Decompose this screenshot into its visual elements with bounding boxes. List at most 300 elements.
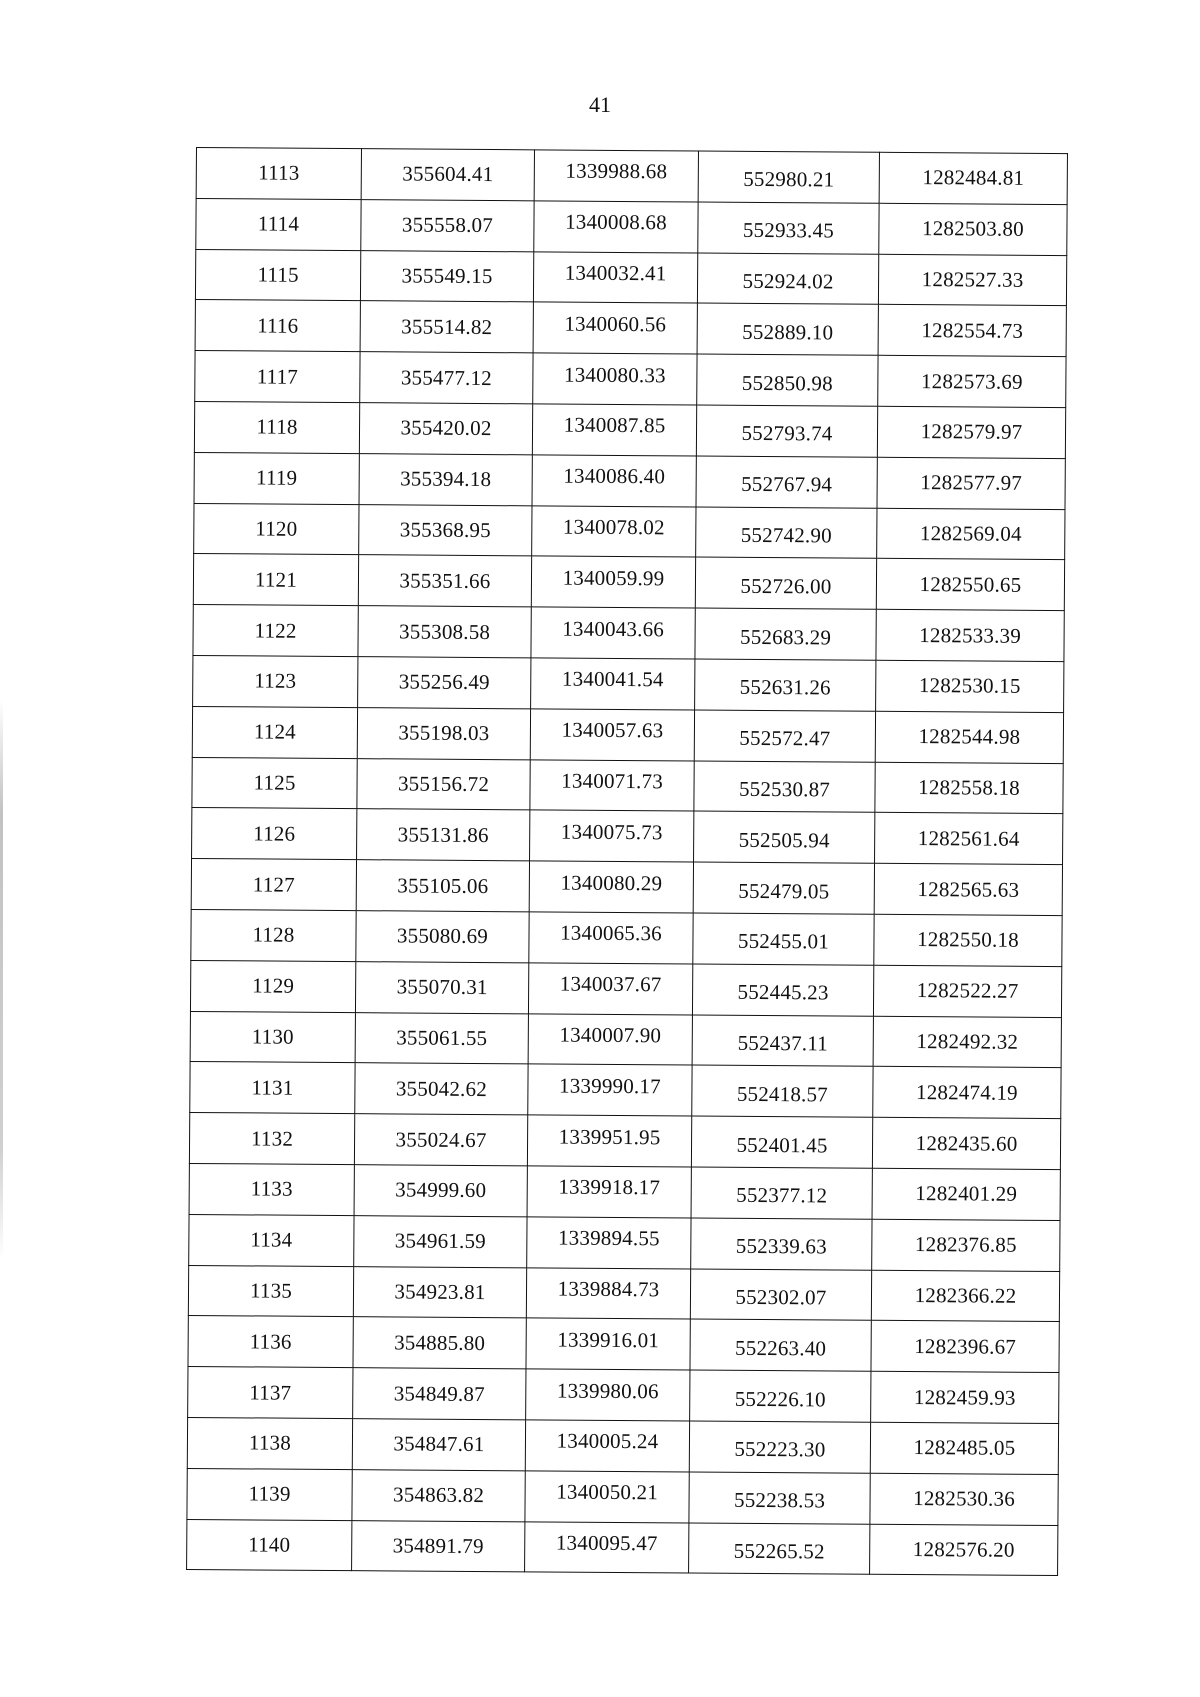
coordinate-cell [876,559,1064,611]
point-id-cell [192,808,357,860]
coordinate-cell [526,1318,690,1370]
coordinate-value: 552265.52 [733,1538,825,1564]
coordinate-cell [877,457,1065,509]
coordinate-cell [874,863,1062,915]
point-id-cell [191,859,356,911]
table-row [196,148,1067,205]
coordinate-cell [878,254,1066,306]
coordinate-value: 355198.03 [398,720,490,746]
coordinate-cell [353,1368,526,1420]
coordinate-cell [697,253,878,305]
coordinate-cell [875,813,1063,865]
coordinate-value: 1282573.69 [920,368,1023,394]
coordinate-value: 1339990.17 [558,1073,661,1099]
point-id-cell [190,1011,355,1063]
point-id-text: 1120 [255,516,298,541]
point-id-cell [195,300,360,352]
point-id-cell [196,148,361,200]
coordinate-cell [693,913,874,965]
coordinate-cell [875,762,1063,814]
coordinate-cell [696,507,877,559]
coordinate-cell [870,1473,1058,1525]
point-id-text: 1116 [257,313,299,338]
coordinate-cell [358,555,531,607]
coordinate-value: 1339951.95 [558,1124,661,1149]
coordinate-value: 1282565.63 [917,876,1020,902]
coordinate-cell [361,199,534,251]
coordinate-value: 1339988.68 [565,158,668,184]
coordinate-value: 1339884.73 [557,1276,660,1302]
coordinate-cell [871,1371,1059,1423]
coordinate-value: 552505.94 [738,827,830,853]
coordinate-cell [878,355,1066,407]
coordinate-value: 355080.69 [396,923,489,949]
coordinate-cell [526,1369,690,1421]
coordinate-cell [532,455,696,507]
point-id-cell [191,909,356,961]
coordinate-cell [529,912,693,964]
coordinate-cell [691,1167,872,1219]
coordinate-value: 552226.10 [734,1386,826,1411]
coordinate-cell [361,149,534,201]
coordinate-value: 355477.12 [400,365,493,390]
point-id-cell [193,605,358,657]
table-row [192,706,1063,763]
point-id-text: 1139 [248,1481,291,1506]
table-row [193,655,1064,712]
coordinate-cell [527,1115,691,1167]
coordinate-value: 1340043.66 [562,616,665,641]
coordinate-cell [533,251,697,303]
coordinate-value: 552572.47 [739,725,831,751]
coordinate-cell [355,1012,528,1064]
coordinate-value: 1340008.68 [565,209,667,235]
point-id-cell [195,249,360,301]
coordinate-value: 552479.05 [738,878,830,903]
coordinate-value: 355351.66 [399,568,491,593]
coordinate-value: 355156.72 [397,771,490,797]
table-row [190,1062,1061,1119]
coordinate-value: 552238.53 [733,1487,826,1513]
point-id-text: 1136 [249,1329,292,1354]
coordinate-cell [876,609,1064,661]
coordinate-cell [697,303,878,355]
coordinate-cell [525,1420,689,1472]
coordinate-cell [695,557,876,609]
coordinate-value: 1340060.56 [564,311,667,337]
coordinate-value: 1282527.33 [921,267,1024,292]
coordinate-value: 1340007.90 [559,1022,662,1048]
coordinate-value: 1340005.24 [556,1428,659,1454]
coordinate-cell [527,1166,691,1218]
coordinate-cell [698,151,879,203]
coordinate-cell [530,810,694,862]
coordinate-cell [876,660,1064,712]
coordinate-value: 552401.45 [736,1132,828,1157]
scan-edge-shadow [0,700,3,1260]
point-id-cell [189,1214,354,1266]
point-id-text: 1130 [251,1024,294,1049]
coordinate-cell [690,1269,871,1321]
coordinate-value: 1340057.63 [561,717,664,743]
table-row [195,300,1066,357]
coordinate-value: 1340050.21 [556,1479,659,1505]
coordinate-value: 1282577.97 [920,470,1023,495]
point-id-text: 1122 [254,617,297,643]
table-row [194,452,1065,509]
coordinate-cell [692,1015,873,1067]
point-id-text: 1119 [255,465,298,490]
point-id-text: 1132 [250,1125,294,1151]
coordinate-cell [355,961,528,1013]
coordinate-cell [356,860,529,912]
coordinate-value: 1282561.64 [917,825,1020,851]
coordinate-value: 552850.98 [741,370,833,396]
coordinate-value: 1340065.36 [560,920,662,946]
coordinate-cell [691,1218,872,1270]
table-row [189,1163,1060,1220]
coordinate-cell [871,1321,1059,1373]
table-row [192,757,1063,814]
coordinate-value: 1339894.55 [557,1225,660,1251]
coordinate-cell [872,1117,1060,1169]
table-row [187,1417,1058,1474]
coordinate-cell [532,505,696,557]
coordinate-value: 1340080.29 [560,870,663,895]
coordinate-cell [352,1469,525,1521]
coordinate-cell [871,1270,1059,1322]
table-row [188,1316,1059,1373]
coordinate-value: 1339918.17 [558,1174,661,1200]
coordinate-value: 354885.80 [394,1330,486,1355]
coordinate-value: 1282459.93 [913,1384,1016,1410]
table-row [189,1214,1060,1271]
coordinate-cell [357,707,530,759]
point-id-cell [190,1062,355,1114]
point-id-cell [188,1265,353,1317]
coordinate-value: 1282554.73 [921,317,1024,343]
coordinate-value: 552980.21 [743,167,835,192]
coordinate-cell [352,1520,525,1572]
point-id-cell [196,198,361,250]
point-id-text: 1118 [256,414,298,440]
coordinate-cell [526,1267,690,1319]
point-id-text: 1121 [254,567,298,592]
point-id-text: 1128 [252,922,295,948]
table-row [196,198,1067,255]
coordinate-cell [873,1016,1061,1068]
coordinate-cell [533,353,697,405]
point-id-cell [187,1468,352,1520]
point-id-cell [188,1316,353,1368]
coordinate-value: 1282579.97 [920,419,1023,445]
table-row [195,249,1066,306]
coordinate-cell [689,1472,870,1524]
coordinate-cell [877,508,1065,560]
coordinate-value: 552530.87 [738,776,831,802]
coordinate-cell [689,1522,870,1574]
coordinate-cell [357,809,530,861]
coordinate-value: 1340078.02 [562,514,665,540]
coordinate-cell [531,556,695,608]
coordinate-value: 552924.02 [742,268,834,294]
coordinate-cell [528,1064,692,1116]
coordinate-value: 355549.15 [401,263,493,289]
coordinate-value: 552418.57 [736,1081,829,1107]
point-id-cell [192,706,357,758]
coordinate-cell [870,1422,1058,1474]
coordinate-cell [530,709,694,761]
point-id-text: 1113 [258,160,300,186]
coordinate-value: 1282576.20 [912,1536,1015,1562]
coordinate-value: 552726.00 [740,573,832,599]
table-row [188,1265,1059,1322]
coordinate-value: 1282401.29 [915,1181,1018,1207]
point-id-text: 1117 [256,364,299,389]
coordinate-cell [873,965,1061,1017]
coordinate-value: 1282558.18 [918,775,1021,800]
coordinate-value: 552263.40 [735,1335,827,1361]
coordinate-value: 1340059.99 [562,565,665,591]
coordinate-value: 1282550.18 [917,927,1019,953]
coordinate-value: 552223.30 [734,1437,826,1462]
coordinate-value: 552933.45 [742,218,835,243]
coordinate-value: 1282530.15 [918,673,1021,699]
coordinate-cell [360,301,533,353]
table-row [189,1113,1060,1170]
coordinate-value: 1282396.67 [914,1333,1017,1359]
coordinate-value: 552445.23 [737,979,829,1005]
coordinate-value: 1340086.40 [563,463,666,489]
coordinate-cell [530,759,694,811]
coordinate-cell [689,1421,870,1473]
coordinate-value: 552742.90 [740,522,832,548]
coordinate-cell [879,152,1067,204]
coordinate-value: 1340075.73 [560,819,663,845]
coordinate-cell [695,659,876,711]
coordinate-value: 355308.58 [399,618,491,644]
coordinate-table-body [187,148,1068,1576]
coordinate-cell [528,1013,692,1065]
point-id-cell [195,351,360,403]
point-id-text: 1114 [257,211,300,236]
coordinate-cell [528,963,692,1015]
coordinate-value: 1340095.47 [555,1530,658,1556]
coordinate-cell [359,504,532,556]
coordinate-cell [694,710,875,762]
coordinate-cell [692,964,873,1016]
coordinate-value: 355061.55 [396,1025,488,1050]
coordinate-value: 1340087.85 [563,412,666,438]
coordinate-value: 355604.41 [402,161,494,187]
coordinate-cell [872,1168,1060,1220]
coordinate-value: 1282550.65 [919,571,1022,597]
point-id-text: 1125 [253,770,296,795]
coordinate-value: 355368.95 [399,517,491,543]
coordinate-cell [356,911,529,963]
coordinate-cell [360,352,533,404]
coordinate-value: 355394.18 [400,466,492,492]
coordinate-cell [354,1114,527,1166]
coordinate-value: 354849.87 [393,1380,485,1406]
coordinate-value: 1282366.22 [914,1282,1017,1308]
coordinate-value: 354847.61 [393,1431,485,1457]
coordinate-value: 355131.86 [397,822,489,847]
coordinate-cell [353,1317,526,1369]
coordinate-value: 1339916.01 [557,1327,660,1352]
coordinate-value: 1282492.32 [916,1028,1019,1054]
point-id-text: 1123 [254,668,297,694]
point-id-cell [190,960,355,1012]
coordinate-cell [527,1217,691,1269]
coordinate-cell [359,403,532,455]
coordinate-cell [359,453,532,505]
coordinate-value: 552631.26 [739,675,831,700]
coordinate-value: 354923.81 [394,1279,486,1304]
coordinate-cell [531,658,695,710]
coordinate-cell [534,201,698,253]
coordinate-cell [358,657,531,709]
coordinate-value: 354863.82 [392,1482,485,1508]
coordinate-cell [352,1419,525,1471]
table-row [187,1468,1058,1525]
point-id-text: 1124 [253,719,297,744]
point-id-cell [189,1113,354,1165]
coordinate-cell [531,607,695,659]
coordinate-cell [694,761,875,813]
coordinate-value: 552339.63 [735,1233,827,1259]
coordinate-value: 552437.11 [737,1030,828,1056]
table-row [191,909,1062,966]
coordinate-cell [354,1215,527,1267]
table-row [193,554,1064,611]
coordinate-cell [873,1067,1061,1119]
coordinate-table [186,147,1068,1576]
point-id-text: 1115 [257,262,299,287]
table-row [191,859,1062,916]
coordinate-value: 354891.79 [392,1533,484,1558]
page-number: 41 [589,92,611,117]
coordinate-value: 1282376.85 [914,1232,1017,1257]
coordinate-value: 1282435.60 [915,1130,1018,1156]
table-row [193,605,1064,662]
point-id-cell [194,401,359,453]
point-id-text: 1135 [249,1278,293,1303]
coordinate-cell [694,811,875,863]
coordinate-value: 552793.74 [741,421,833,446]
point-id-text: 1140 [248,1532,291,1557]
coordinate-cell [529,861,693,913]
coordinate-cell [692,1065,873,1117]
coordinate-value: 355024.67 [395,1126,487,1152]
point-id-text: 1127 [252,871,295,897]
coordinate-value: 1340032.41 [564,260,667,286]
table-row [188,1367,1059,1424]
table-row [192,808,1063,865]
coordinate-cell [691,1116,872,1168]
coordinate-cell [698,202,879,254]
coordinate-value: 1282533.39 [919,622,1022,648]
table-row [190,960,1061,1017]
coordinate-cell [357,758,530,810]
coordinate-value: 1282503.80 [921,216,1024,241]
coordinate-value: 552377.12 [736,1183,828,1208]
point-id-text: 1134 [250,1227,293,1252]
coordinate-value: 1340080.33 [563,362,666,387]
coordinate-value: 1282474.19 [915,1079,1018,1105]
coordinate-value: 1340071.73 [561,768,664,794]
table-row [195,351,1066,408]
coordinate-cell [878,305,1066,357]
coordinate-cell [690,1319,871,1371]
coordinate-cell [879,203,1067,255]
table-row [194,401,1065,458]
table-row [187,1519,1058,1576]
coordinate-cell [532,404,696,456]
point-id-text: 1131 [251,1075,294,1100]
point-id-text: 1126 [253,821,296,846]
coordinate-value: 1282484.81 [922,165,1025,191]
coordinate-cell [696,405,877,457]
point-id-text: 1137 [249,1379,292,1405]
coordinate-value: 552302.07 [735,1284,827,1310]
coordinate-value: 1340037.67 [559,971,662,997]
coordinate-cell [525,1521,689,1573]
coordinate-cell [354,1165,527,1217]
table-row [194,503,1065,560]
coordinate-value: 355558.07 [401,212,494,238]
coordinate-cell [358,606,531,658]
coordinate-value: 1282485.05 [913,1435,1016,1461]
coordinate-value: 1282544.98 [918,724,1021,749]
coordinate-value: 354961.59 [394,1228,486,1254]
coordinate-value: 1282530.36 [913,1486,1016,1511]
coordinate-cell [870,1524,1058,1576]
coordinate-value: 355105.06 [397,872,489,898]
coordinate-cell [525,1471,689,1523]
coordinate-cell [875,711,1063,763]
point-id-text: 1129 [252,973,295,998]
coordinate-cell [872,1219,1060,1271]
coordinate-value: 1282569.04 [919,521,1022,546]
coordinate-value: 552767.94 [741,471,833,497]
coordinate-cell [877,406,1065,458]
point-id-cell [192,757,357,809]
coordinate-cell [533,302,697,354]
coordinate-value: 1339980.06 [556,1378,659,1403]
coordinate-value: 355042.62 [395,1076,488,1101]
point-id-cell [193,655,358,707]
coordinate-cell [690,1370,871,1422]
point-id-text: 1133 [250,1176,293,1202]
coordinate-value: 552889.10 [742,319,834,345]
point-id-cell [194,452,359,504]
coordinate-value: 355514.82 [401,314,493,339]
point-id-cell [189,1163,354,1215]
coordinate-cell [360,250,533,302]
point-id-text: 1138 [248,1430,292,1456]
coordinate-cell [353,1266,526,1318]
point-id-cell [194,503,359,555]
coordinate-value: 355256.49 [398,669,490,695]
coordinate-cell [697,354,878,406]
coordinate-cell [695,608,876,660]
table-row [190,1011,1061,1068]
coordinate-value: 354999.60 [395,1177,487,1203]
point-id-cell [193,554,358,606]
point-id-cell [187,1519,352,1571]
coordinate-value: 552683.29 [739,624,832,650]
